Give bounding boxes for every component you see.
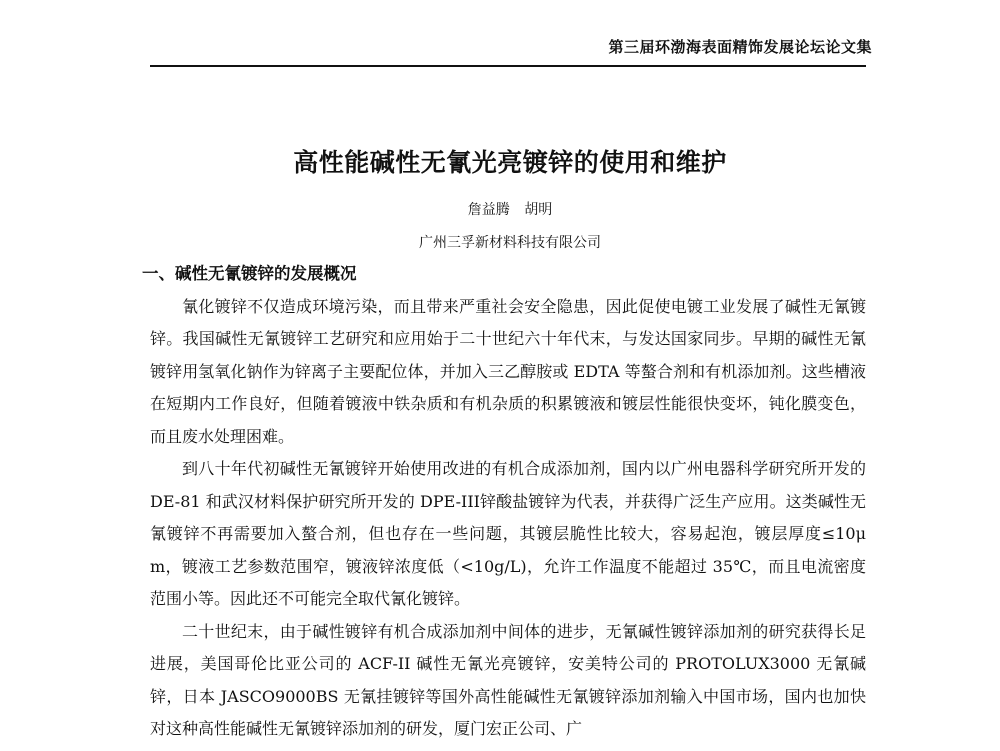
paragraph: 二十世纪末，由于碱性镀锌有机合成添加剂中间体的进步，无氰碱性镀锌添加剂的研究获得长足进展，美国哥伦比亚公司的 ACF-II 碱性无氰光亮镀锌，安美特公司的 PROTOLUX3000 无氰碱锌，日本 JASCO9000BS 无氰挂镀锌等国外高性能碱性无氰镀锌添加剂输入中国市场，国内也加快对这种高性能碱性无氰镀锌添加剂的研发，厦门宏正公司、广 (150, 621, 866, 738)
section-heading: 一、碱性无氰镀锌的发展概况 (142, 264, 357, 283)
running-header: 第三届环渤海表面精饰发展论坛论文集 (608, 38, 872, 56)
paragraph: 氰化镀锌不仅造成环境污染，而且带来严重社会安全隐患，因此促使电镀工业发展了碱性无氰镀锌。我国碱性无氰镀锌工艺研究和应用始于二十世纪六十年代末，与发达国家同步。早期的碱性无氰镀锌用氢氧化钠作为锌离子主要配位体，并加入三乙醇胺或 EDTA 等螯合剂和有机添加剂。这些槽液在短期内工作良好，但随着镀液中铁杂质和有机杂质的积累镀液和镀层性能很快变坏，钝化膜变色，而且废水处理困难。 (150, 296, 866, 446)
article-authors: 詹益腾 胡明 (467, 202, 553, 218)
article-affiliation: 广州三孚新材料科技有限公司 (419, 235, 601, 251)
article-body (142, 258, 866, 746)
paragraph: 到八十年代初碱性无氰镀锌开始使用改进的有机合成添加剂，国内以广州电器科学研究所开发的 DE-81 和武汉材料保护研究所开发的 DPE-III锌酸盐镀锌为代表，并获得广泛生产应用。这类碱性无氰镀锌不再需要加入螯合剂，但也存在一些问题，其镀层脆性比较大，容易起泡，镀层厚度≤10μ m，镀液工艺参数范围窄，镀液锌浓度低（<10g/L)，允许工作温度不能超过 35℃，而且电流密度范围小等。因此还不可能完全取代氰化镀锌。 (150, 459, 866, 608)
header-rule (150, 65, 866, 67)
article-title: 高性能碱性无氰光亮镀锌的使用和维护 (293, 148, 727, 177)
